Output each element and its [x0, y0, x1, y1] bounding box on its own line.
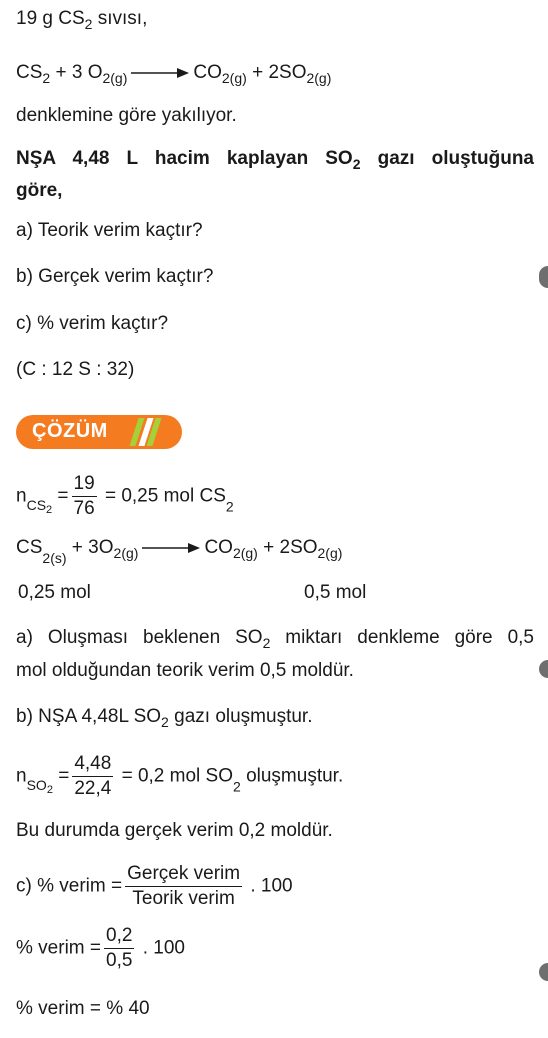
answer-a-line-1: a) Oluşması beklenen $SO_2$ miktarı denkleme göre 0,5 — [16, 627, 534, 651]
answer-b-line-2: Bu durumda gerçek verim 0,2 moldür. — [16, 820, 333, 841]
mol-cs2: 0,25 mol — [18, 582, 91, 603]
percent-yield-calc: % verim = $\frac{0,2}{0,5}$ . 100 — [16, 925, 185, 971]
atomic-masses: (C : 12 S : 32) — [16, 359, 135, 380]
question-line-4: NŞA 4,48 L hacim kaplayan $SO_2$ gazı oluştuğuna — [16, 148, 534, 172]
fraction-19-76: $\frac{19}{76}$ — [73, 473, 95, 519]
mol-so2: 0,5 mol — [304, 582, 367, 603]
page-edge-mark — [539, 266, 548, 288]
question-line-1: 19 g $CS_2$ sıvısı, — [16, 8, 148, 32]
reaction-equation: $CS_2 + 3$ $O_{2(g)}$ $CO_{2(g)} + 2SO_{2(g)}$ — [16, 62, 332, 86]
percent-yield-formula: c) % verim = $\frac{\text{Gerçek verim}}{\text{Teorik verim}}$ . 100 — [16, 863, 293, 909]
question-a: a) Teorik verim kaçtır? — [16, 220, 203, 241]
fraction-4-48-22-4: $\frac{4,48}{22,4}$ — [74, 753, 112, 799]
question-line-5: göre, — [16, 180, 63, 201]
answer-b-line-1: b) NŞA 4,48L $SO_2$ gazı oluşmuştur. — [16, 706, 313, 730]
question-c: c) % verim kaçtır? — [16, 313, 169, 334]
question-line-3: denklemine göre yakılıyor. — [16, 105, 237, 126]
fraction-yield: $\frac{\text{Gerçek verim}}{\text{Teorik verim}}$ — [127, 863, 241, 909]
solution-badge — [16, 415, 182, 449]
page-edge-mark — [539, 660, 548, 678]
reaction-arrow-icon-2 — [142, 542, 200, 554]
percent-yield-result: % verim = % 40 — [16, 998, 150, 1019]
fraction-0-2-0-5: $\frac{0,2}{0,5}$ — [106, 925, 133, 971]
answer-a-line-2: mol olduğundan teorik verim 0,5 moldür. — [16, 660, 354, 681]
moles-so2-formula: $n_{SO_2}$ = $\frac{4,48}{22,4}$ = 0,2 mol $SO_2$ oluşmuştur. — [16, 753, 344, 799]
solution-reaction-equation: $CS_{2(s)} + 3O_{2(g)}$ $CO_{2(g)} + 2SO_{2(g)}$ — [16, 537, 343, 566]
page-edge-mark — [539, 963, 548, 981]
question-b: b) Gerçek verim kaçtır? — [16, 266, 214, 287]
moles-cs2-formula: $n_{CS_2}$ = $\frac{19}{76}$ = 0,25 mol $CS_2$ — [16, 473, 234, 519]
solution-badge-label: ÇÖZÜM — [32, 420, 108, 442]
reaction-arrow-icon — [131, 67, 189, 79]
